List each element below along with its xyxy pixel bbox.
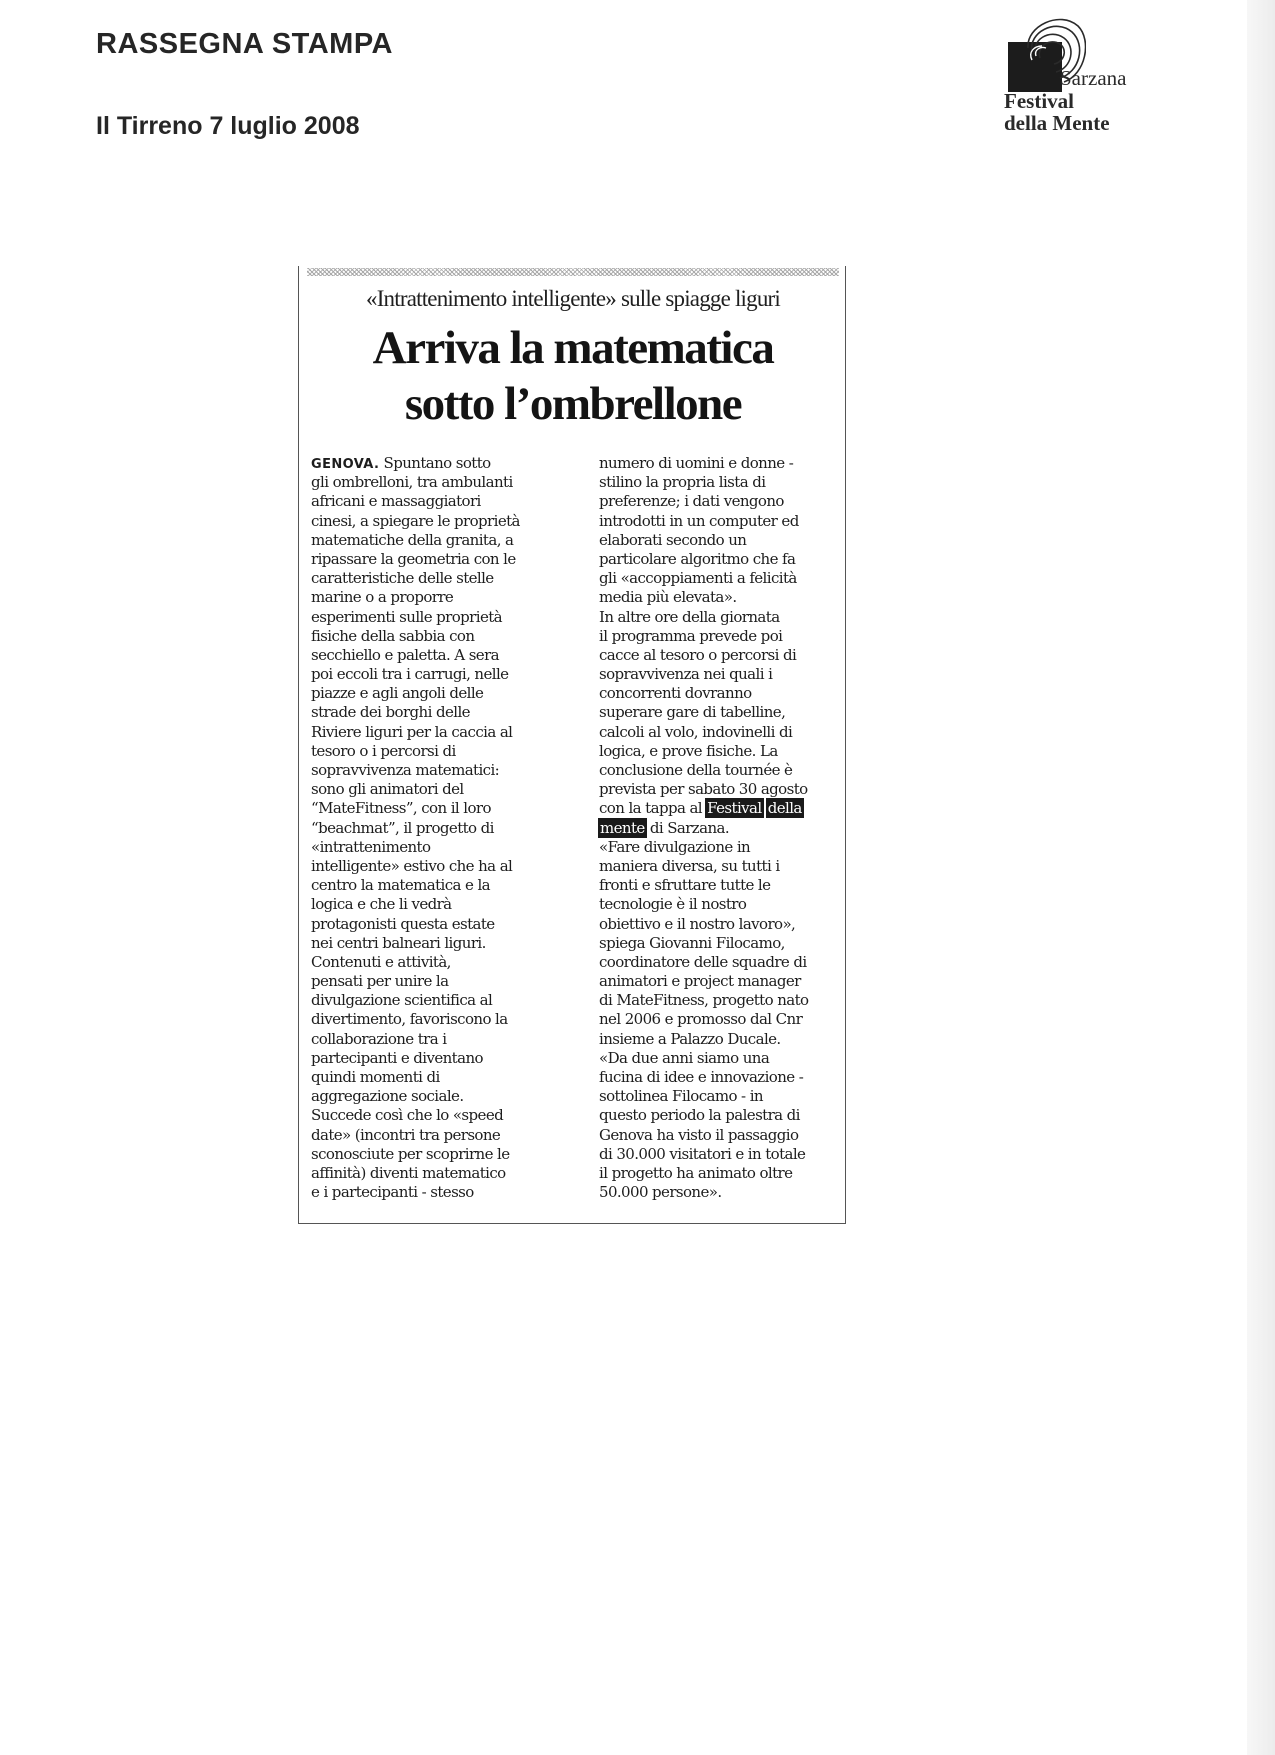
text-line: conclusione della tournée è [599,761,793,779]
text-line: aggregazione sociale. [311,1087,464,1106]
headline-line: Arriva la matematica [372,322,774,374]
text-line: “beachmat”, il progetto di [311,818,494,837]
text-line: «intrattenimento [311,837,431,856]
text-line: il programma prevede poi [599,626,783,645]
text-line [599,799,867,818]
text-line: tesoro o i percorsi di [311,741,456,760]
newspaper-clipping [298,266,846,1224]
scan-edge-shadow [1247,0,1275,1755]
text-line: concorrenti dovranno [599,684,752,703]
text-line: divulgazione scientifica al [311,991,493,1010]
text-line: elaborati secondo un [599,530,747,549]
highlighted-della: della [767,799,802,818]
text-line: piazze e agli angoli delle [311,684,484,703]
text-line: “MateFitness”, con il loro [311,799,491,818]
text-line: media più elevata». [599,588,737,607]
article-column-right [599,454,867,1202]
text-line: protagonisti questa estate [311,914,495,933]
text-line: Riviere liguri per la caccia al [311,722,513,741]
text-line: africani e massaggiatori [311,492,481,511]
text-line: nei centri balneari liguri. [311,933,486,952]
text-line: 50.000 persone». [599,1183,722,1202]
text-line: superare gare di tabelline, [599,703,786,722]
text-line: di 30.000 visitatori e in totale [599,1144,806,1163]
text-line: fucina di idee e innovazione - [599,1068,804,1086]
logo-text-sarzana: Sarzana [1060,66,1127,90]
text-line: partecipanti e diventano [311,1048,483,1067]
text-line: In altre ore della giornata [599,607,780,626]
text-line: coordinatore delle squadre di [599,952,807,971]
text-line: obiettivo e il nostro lavoro», [599,914,796,933]
text-line: strade dei borghi delle [311,703,470,722]
logo-text-festival: Festival [1004,89,1074,113]
text-line: esperimenti sulle proprietà [311,607,502,626]
newspaper-source-date: Il Tirreno 7 luglio 2008 [96,112,360,140]
text-line [599,819,867,838]
headline-line: sotto l’ombrellone [404,378,742,430]
text-line: nel 2006 e promosso dal Cnr [599,1010,803,1029]
text-line: particolare algoritmo che fa [599,549,796,568]
text-line: centro la matematica e la [311,876,491,895]
text-line: sono gli animatori del [311,780,464,799]
text-line: collaborazione tra i [311,1029,447,1048]
text-line: Succede così che lo «speed [311,1106,504,1125]
text-line: gli «accoppiamenti a felicità [599,569,797,588]
text-line: cinesi, a spiegare le proprietà [311,511,520,530]
article-kicker: «Intrattenimento intelligente» sulle spiagge liguri [366,286,780,311]
text-line: «Fare divulgazione in [599,837,751,856]
highlighted-mente: mente [600,818,645,837]
text-line [311,454,579,473]
text-line: intelligente» estivo che ha al [311,856,513,875]
logo-text-della-mente: della Mente [1004,111,1110,135]
text-line: animatori e project manager [599,972,801,991]
text-line: calcoli al volo, indovinelli di [599,722,793,741]
text-line: stilino la propria lista di [599,473,766,492]
text-line: questo periodo la palestra di [599,1106,800,1125]
text-line: di MateFitness, progetto nato [599,991,809,1010]
text-line-fragment: Spuntano sotto [379,454,491,472]
text-line: ripassare la geometria con le [311,549,516,568]
text-line: caratteristiche delle stelle [311,569,494,588]
text-line: secchiello e paletta. A sera [311,645,499,664]
text-line-fragment: di Sarzana. [645,818,730,837]
text-line: maniera diversa, su tutti i [599,856,780,875]
text-line: logica e che li vedrà [311,895,452,914]
text-line: introdotti in un computer ed [599,511,799,530]
text-line: prevista per sabato 30 agosto [599,780,808,799]
article-headline [299,320,847,432]
text-line: quindi momenti di [311,1068,440,1086]
text-line: poi eccoli tra i carrugi, nelle [311,665,509,684]
text-line: sottolinea Filocamo - in [599,1087,763,1106]
text-line: Genova ha visto il passaggio [599,1125,799,1144]
text-line: sconosciute per scoprirne le [311,1144,510,1163]
text-line: fisiche della sabbia con [311,626,475,645]
text-line: e i partecipanti - stesso [311,1183,474,1202]
highlighted-festival: Festival [707,799,762,818]
text-line: date» (incontri tra persone [311,1125,501,1144]
clipping-top-texture [307,268,839,276]
text-line: spiega Giovanni Filocamo, [599,933,785,952]
text-line: il progetto ha animato oltre [599,1163,793,1182]
article-column-left [311,454,579,1202]
text-line: tecnologie è il nostro [599,895,747,914]
text-line: preferenze; i dati vengono [599,492,784,511]
festival-logo [1000,12,1160,142]
text-line: fronti e sfruttare tutte le [599,876,771,895]
text-line: insieme a Palazzo Ducale. [599,1029,781,1048]
text-line: cacce al tesoro o percorsi di [599,645,797,664]
text-line: divertimento, favoriscono la [311,1010,508,1029]
text-line: sopravvivenza matematici: [311,761,500,779]
text-line: sopravvivenza nei quali i [599,665,773,684]
article-dateline: GENOVA. [311,457,380,472]
text-line: matematiche della granita, a [311,530,514,549]
press-review-title: RASSEGNA STAMPA [96,28,393,60]
text-line: marine o a proporre [311,588,454,607]
text-line: logica, e prove fisiche. La [599,741,778,760]
text-line: Contenuti e attività, [311,952,451,971]
text-line: affinità) diventi matematico [311,1163,506,1182]
text-line: «Da due anni siamo una [599,1048,770,1067]
text-line: gli ombrelloni, tra ambulanti [311,473,513,492]
text-line-fragment: con la tappa al [599,799,707,818]
text-line: numero di uomini e donne - [599,454,794,472]
text-line: pensati per unire la [311,972,449,991]
